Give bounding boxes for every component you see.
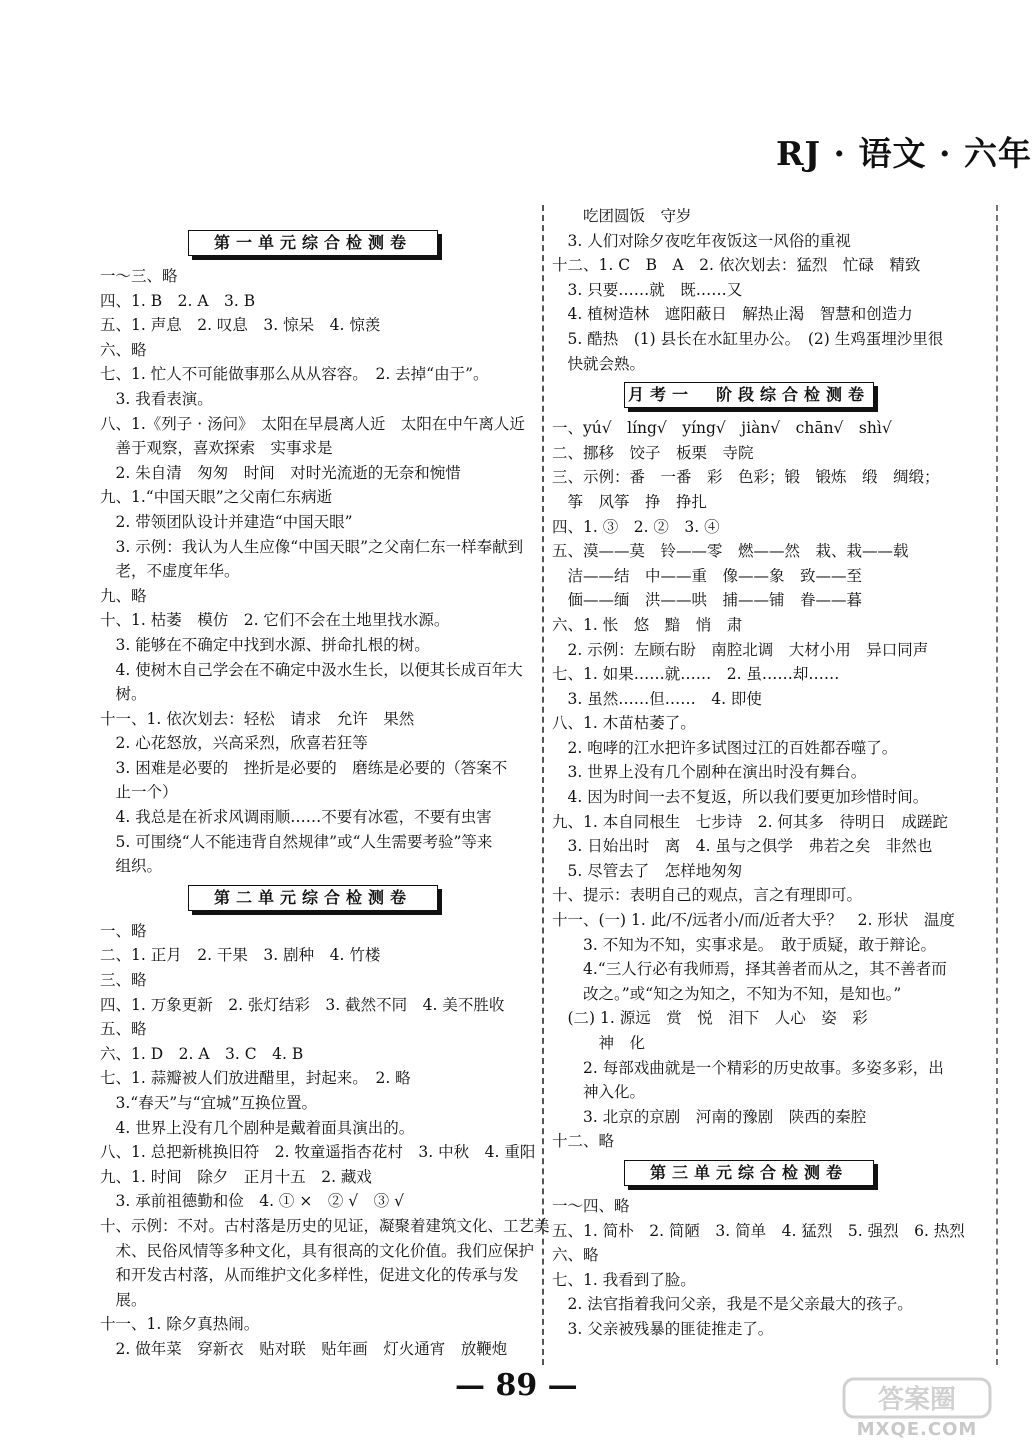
answer-line: 4. 植树造林 遮阳蔽日 解热止渴 智慧和创造力 <box>552 305 913 324</box>
answer-line: 4. 使树木自己学会在不确定中汲水生长，以便其长成百年大 <box>100 660 523 679</box>
answer-line: 五、漠——莫 铃——零 燃——然 栽、栽——载 <box>552 542 909 561</box>
answer-line: 4.“三人行必有我师焉，择其善者而从之，其不善者而 <box>552 960 947 979</box>
answer-line: 十二、略 <box>552 1132 615 1151</box>
answer-line: 一、略 <box>100 921 147 940</box>
answer-line: 一～四、略 <box>552 1196 630 1215</box>
answer-line: 快就会熟。 <box>552 354 646 373</box>
page-number: — 89 — <box>455 1368 578 1403</box>
answer-line: 四、1. B 2. A 3. B <box>100 291 256 310</box>
answer-line: (二) 1. 源远 赏 悦 泪下 人心 姿 彩 <box>552 1009 868 1028</box>
right-column <box>552 204 992 1342</box>
answer-line: 九、1. 时间 除夕 正月十五 2. 藏戏 <box>100 1167 372 1186</box>
answer-line: 四、1. ③ 2. ② 3. ④ <box>552 517 720 536</box>
answer-line: 二、挪移 饺子 板栗 寺院 <box>552 443 754 462</box>
answer-line: 偭——缅 洪——哄 捕——铺 眷——暮 <box>552 591 863 610</box>
section-title: 第二单元综合检测卷 <box>188 885 438 911</box>
answer-line: 3. 示例：我认为人生应像“中国天眼”之父南仁东一样奉献到 <box>100 537 524 556</box>
answer-line: 5. 可围绕“人不能违背自然规律”或“人生需要考验”等来 <box>100 832 493 851</box>
answer-line: 九、1. 本自同根生 七步诗 2. 何其多 待明日 成蹉跎 <box>552 812 948 831</box>
answer-line: 3. 人们对除夕夜吃年夜饭这一风俗的重视 <box>552 231 851 250</box>
answer-line: 八、1. 总把新桃换旧符 2. 牧童遥指杏花村 3. 中秋 4. 重阳 <box>100 1143 536 1162</box>
answer-line: 十二、1. C B A 2. 依次划去：猛烈 忙碌 精致 <box>552 256 921 275</box>
answer-line: 七、1. 蒜瓣被人们放进醋里，封起来。 2. 略 <box>100 1069 411 1088</box>
answer-line: 善于观察，喜欢探索 实事求是 <box>100 439 333 458</box>
answer-line: 十一、1. 依次划去：轻松 请求 允许 果然 <box>100 709 415 728</box>
answer-line: 改之。”或“知之为知之，不知为不知，是知也。” <box>552 984 902 1003</box>
answer-line: 2. 每部戏曲就是一个精彩的历史故事。多姿多彩，出 <box>552 1058 944 1077</box>
answer-line: 2. 咆哮的江水把许多试图过江的百姓都吞噬了。 <box>552 738 898 757</box>
answer-line: 四、1. 万象更新 2. 张灯结彩 3. 截然不同 4. 美不胜收 <box>100 995 505 1014</box>
answer-line: 4. 世界上没有几个剧种是戴着面具演出的。 <box>100 1118 415 1137</box>
answer-line: 3. 虽然……但…… 4. 即使 <box>552 689 762 708</box>
answer-line: 3. 我看表演。 <box>100 389 213 408</box>
column-divider <box>542 205 544 1365</box>
answer-line: 5. 酷热 (1) 县长在水缸里办公。 (2) 生鸡蛋埋沙里很 <box>552 329 944 348</box>
answer-line: 二、1. 正月 2. 干果 3. 剧种 4. 竹楼 <box>100 946 381 965</box>
answer-line: 4. 因为时间一去不复返，所以我们要更加珍惜时间。 <box>552 788 929 807</box>
answer-line: 5. 尽管去了 怎样地匆匆 <box>552 861 743 880</box>
answer-line: 六、1. D 2. A 3. C 4. B <box>100 1044 304 1063</box>
left-column <box>100 224 550 1362</box>
answer-line: 2. 做年菜 穿新衣 贴对联 贴年画 灯火通宵 放鞭炮 <box>100 1339 508 1358</box>
answer-line: 五、1. 声息 2. 叹息 3. 惊呆 4. 惊羡 <box>100 316 381 335</box>
answer-line: 一、yú√ líng√ yíng√ jiàn√ chān√ shì√ <box>552 419 892 438</box>
answer-line: 2. 朱自清 匆匆 时间 对时光流逝的无奈和惋惜 <box>100 463 461 482</box>
answer-line: 3. 只要……就 既……又 <box>552 280 743 299</box>
page-edge-divider <box>996 205 998 1365</box>
answer-line: 展。 <box>100 1290 147 1309</box>
answer-line: 十、示例：不对。古村落是历史的见证，凝聚着建筑文化、工艺美 <box>100 1216 550 1235</box>
answer-line: 3. 日始出时 离 4. 虽与之俱学 弗若之矣 非然也 <box>552 837 933 856</box>
answer-line: 组织。 <box>100 857 163 876</box>
answer-line: 3. 世界上没有几个剧种在演出时没有舞台。 <box>552 763 867 782</box>
watermark-cn: 答案圈 <box>877 1385 957 1415</box>
answer-line: 树。 <box>100 685 147 704</box>
section-title: 第三单元综合检测卷 <box>624 1160 874 1186</box>
answer-line: 七、1. 如果……就…… 2. 虽……却…… <box>552 665 840 684</box>
answer-line: 2. 心花怒放，兴高采烈，欣喜若狂等 <box>100 734 368 753</box>
answer-line: 五、1. 简朴 2. 简陋 3. 简单 4. 猛烈 5. 强烈 6. 热烈 <box>552 1221 965 1240</box>
answer-line: 神 化 <box>552 1034 646 1052</box>
section-title: 月考一 阶段综合检测卷 <box>624 382 874 408</box>
answer-line: 2. 法官指着我问父亲，我是不是父亲最大的孩子。 <box>552 1295 913 1314</box>
answer-line: 一～三、略 <box>100 267 178 285</box>
answer-line: 洁——结 中——重 像——象 致——至 <box>552 566 863 585</box>
section-title: 第一单元综合检测卷 <box>188 230 438 256</box>
answer-line: 六、1. 怅 悠 黯 悄 肃 <box>552 615 743 634</box>
answer-line: 神入化。 <box>552 1083 646 1102</box>
answer-line: 3.“春天”与“宜城”互换位置。 <box>100 1094 317 1112</box>
answer-line: 2. 示例：左顾右盼 南腔北调 大材小用 异口同声 <box>552 640 929 659</box>
answer-line: 九、1.“中国天眼”之父南仁东病逝 <box>100 488 333 507</box>
answer-line: 十一、(一) 1. 此/不/远者小/而/近者大乎？ 2. 形状 温度 <box>552 911 955 930</box>
answer-line: 六、略 <box>552 1246 599 1265</box>
answer-line: 筝 风筝 挣 挣扎 <box>552 492 708 511</box>
answer-line: 三、示例：番 一番 彩 色彩；锻 锻炼 缎 绸缎； <box>552 468 940 487</box>
answer-line: 和开发古村落，从而维护文化多样性，促进文化的传承与发 <box>100 1266 519 1285</box>
answer-line: 九、略 <box>100 586 147 605</box>
answer-line: 吃团圆饭 守岁 <box>552 207 692 225</box>
answer-line: 八、1. 木苗枯萎了。 <box>552 714 696 733</box>
answer-line: 术、民俗风情等多种文化，具有很高的文化价值。我们应保护 <box>100 1241 535 1260</box>
answer-line: 十一、1. 除夕真热闹。 <box>100 1315 260 1334</box>
answer-line: 七、1. 我看到了脸。 <box>552 1270 696 1289</box>
answer-line: 2. 带领团队设计并建造“中国天眼” <box>100 512 353 531</box>
answer-line: 十、提示：表明自己的观点，言之有理即可。 <box>552 886 863 905</box>
answer-line: 3. 不知为不知，实事求是。 敢于质疑，敢于辩论。 <box>552 935 936 954</box>
answer-line: 4. 我总是在祈求风调雨顺……不要有冰雹，不要有虫害 <box>100 808 492 827</box>
answer-line: 3. 困难是必要的 挫折是必要的 磨练是必要的（答案不 <box>100 758 508 777</box>
answer-line: 三、略 <box>100 971 147 990</box>
answer-line: 3. 承前祖德勤和俭 4. ① × ② √ ③ √ <box>100 1192 404 1211</box>
watermark-icon <box>842 1375 992 1421</box>
watermark-logo <box>842 1375 992 1443</box>
answer-line: 七、1. 忙人不可能做事那么从从容容。 2. 去掉“由于”。 <box>100 365 489 384</box>
answer-line: 3. 北京的京剧 河南的豫剧 陕西的秦腔 <box>552 1107 867 1126</box>
answer-line: 老，不虚度年华。 <box>100 562 240 581</box>
answer-line: 六、略 <box>100 340 147 359</box>
answer-line: 十、1. 枯萎 模仿 2. 它们不会在土地里找水源。 <box>100 611 450 630</box>
answer-line: 3. 父亲被残暴的匪徒推走了。 <box>552 1319 774 1338</box>
page-header-title: RJ · 语文 · 六年 <box>776 134 1032 173</box>
answer-line: 止一个） <box>100 783 178 802</box>
answer-line: 五、略 <box>100 1020 147 1039</box>
answer-line: 八、1.《列子 · 汤问》 太阳在早晨离人近 太阳在中午离人近 <box>100 414 525 433</box>
answer-line: 3. 能够在不确定中找到水源、拼命扎根的树。 <box>100 635 430 654</box>
watermark-url: MXQE.COM <box>856 1419 978 1440</box>
